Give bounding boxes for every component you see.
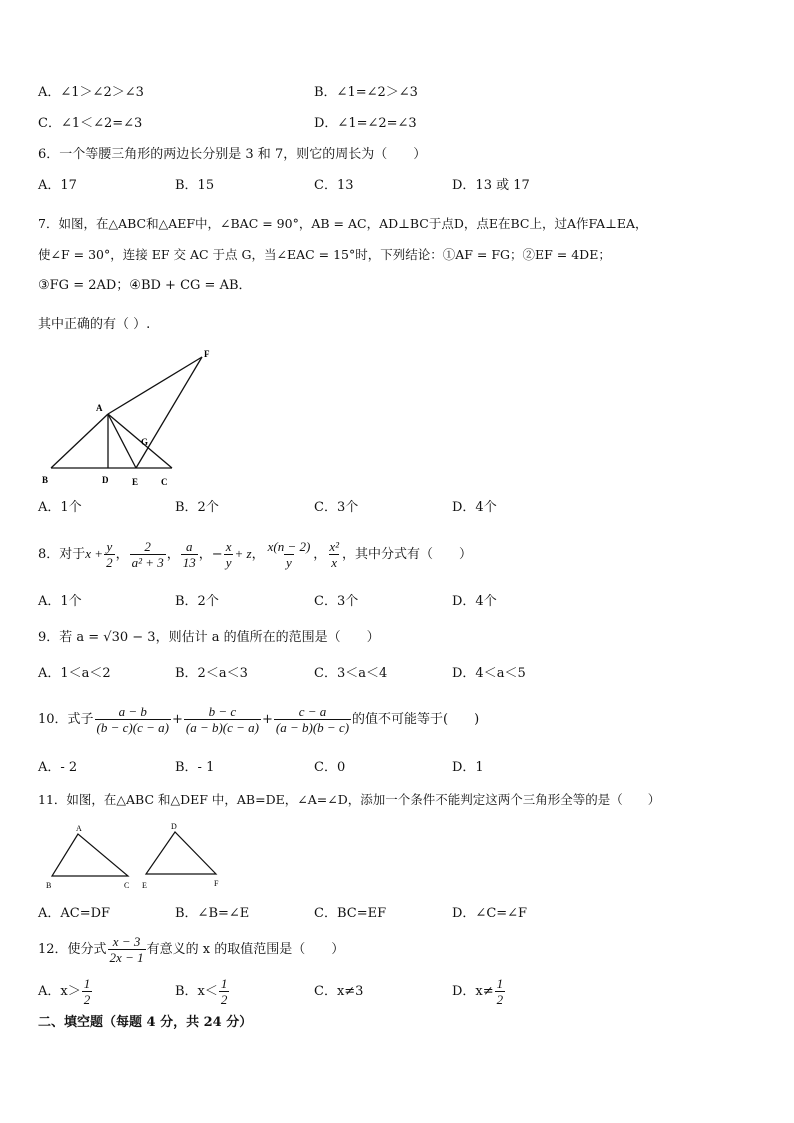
q8-expr1-frac: $\frac{y}{2}$	[106, 539, 113, 570]
q5-option-c: C．∠1＜∠2=∠3	[38, 116, 143, 131]
q6-option-c: C．13	[314, 178, 354, 193]
q8-suffix: ，其中分式有（ ）	[341, 547, 472, 562]
q10-option-b: B．- 1	[175, 760, 215, 775]
q8-expr5-frac: $\frac{x(n - 2)}{y}$	[267, 539, 311, 570]
q11-option-c: C．BC=EF	[314, 906, 387, 921]
q10-option-d: D．1	[452, 760, 484, 775]
q7-figure	[36, 345, 226, 495]
q8-expr6-frac: $\frac{\text{x²}}{x}$	[329, 539, 339, 570]
q8-expr4-frac: $\frac{x}{y}$	[225, 539, 232, 570]
q10-prefix: 10．式子	[38, 712, 94, 727]
q6-option-b: B．15	[175, 178, 215, 193]
q7-line-1: 7．如图，在△ABC和△AEF中，∠BAC = 90°，AB = AC，AD⊥BC于点D，点E在BC上，过A作FA⊥EA，	[38, 216, 648, 231]
q11-label-e: E	[142, 881, 147, 890]
q9-option-d: D．4＜a＜5	[452, 666, 526, 681]
q11-option-d: D．∠C=∠F	[452, 906, 528, 921]
q9-stem: 9．若 a = √30 − 3，则估计 a 的值所在的范围是（ ）	[38, 630, 380, 645]
section-2-heading: 二、填空题（每题 4 分，共 24 分）	[38, 1015, 253, 1030]
q5-option-d: D．∠1=∠2=∠3	[314, 116, 417, 131]
q6-option-a: A．17	[38, 178, 77, 193]
q7-line-2: 使∠F = 30°，连接 EF 交 AC 于点 G，当∠EAC = 15°时，下列结论：①AF = FG；②EF = 4DE；	[38, 247, 611, 262]
q7-label-f: F	[204, 349, 210, 359]
q8-option-d: D．4个	[452, 594, 497, 609]
q12-frac: $\frac{x - 3}{2x - 1}$	[109, 934, 144, 965]
q8-prefix: 8．对于	[38, 547, 86, 562]
q7-option-c: C．3个	[314, 500, 359, 515]
q11-label-b: B	[46, 881, 52, 890]
q9-option-c: C．3＜a＜4	[314, 666, 388, 681]
q7-label-d: D	[102, 475, 109, 485]
q11-label-f: F	[214, 879, 219, 888]
q8-option-b: B．2个	[175, 594, 219, 609]
q7-label-c: C	[161, 477, 168, 487]
q12-option-b: B．x＜ $\frac{1}{2}$	[175, 976, 228, 1007]
q11-stem: 11．如图，在△ABC 和△DEF 中，AB=DE，∠A=∠D，添加一个条件不能判定这两个三角形全等的是（ ）	[38, 792, 661, 807]
q11-option-b: B．∠B=∠E	[175, 906, 250, 921]
q5-option-a: A．∠1＞∠2＞∠3	[38, 85, 144, 100]
q8-expr1-term: x +	[85, 546, 104, 561]
q6-option-d: D．13 或 17	[452, 178, 530, 193]
q12-stem	[38, 933, 344, 967]
q12-option-c: C．x≠3	[314, 984, 364, 999]
q7-option-a: A．1个	[38, 500, 82, 515]
q10-frac-3: $\frac{c - a}{(a - b)(b - c)}$	[275, 704, 350, 735]
q10-option-c: C．0	[314, 760, 346, 775]
q5-option-b: B．∠1=∠2＞∠3	[314, 85, 418, 100]
q7-label-b: B	[42, 475, 49, 485]
q7-option-b: B．2个	[175, 500, 219, 515]
q11-option-a: A．AC=DF	[38, 906, 111, 921]
q10-frac-2: $\frac{b - c}{(a - b)(c - a)}$	[185, 704, 259, 735]
q10-stem: 10．式子 $\frac{a - b}{(b - c)(c - a)}$ + $\frac{b - c}{(a - b)(c - a)}$ + $\frac{c - a}{(a - b)(b - c)}$ 的值不可能等于( )	[38, 704, 480, 735]
q7-label-a: A	[96, 403, 103, 413]
q12-suffix: 有意义的 x 的取值范围是（ ）	[146, 942, 345, 957]
q10-suffix: 的值不可能等于( )	[352, 712, 480, 727]
q8-stem: 8．对于x + $\frac{y}{2}$ ， $\frac{2}{\text{a² + 3}}$ ， $\frac{a}{13}$ ，− $\frac{x}{y}$ + z， $\frac{x(n - 2)}{y}$ ， $\frac{\text{x²}}{x}$ ，其中分式有（ ）	[38, 539, 472, 570]
q11-label-c: C	[124, 881, 130, 890]
q8-option-a: A．1个	[38, 594, 82, 609]
q7-line-3: ③FG = 2AD；④BD + CG = AB．	[38, 278, 252, 293]
q7-label-g: G	[141, 437, 149, 447]
q7-option-d: D．4个	[452, 500, 497, 515]
q7-label-e: E	[132, 477, 139, 487]
q8-option-c: C．3个	[314, 594, 359, 609]
q9-option-b: B．2＜a＜3	[175, 666, 248, 681]
q12-option-a: A．x＞ $\frac{1}{2}$	[38, 976, 91, 1007]
q11-label-a: A	[76, 824, 82, 833]
q12-prefix: 12．使分式	[38, 942, 107, 957]
q6-stem: 6．一个等腰三角形的两边长分别是 3 和 7，则它的周长为（ ）	[38, 147, 427, 162]
q10-frac-1: $\frac{a - b}{(b - c)(c - a)}$	[96, 704, 169, 735]
q11-figure	[40, 818, 240, 894]
q10-option-a: A．- 2	[38, 760, 78, 775]
q8-expr3-frac: $\frac{a}{13}$	[182, 539, 196, 570]
q9-option-a: A．1＜a＜2	[38, 666, 111, 681]
q11-label-d: D	[171, 822, 177, 831]
q12-option-d: D．x≠ $\frac{1}{2}$	[452, 976, 504, 1007]
q8-expr2-frac: $\frac{2}{\text{a² + 3}}$	[131, 539, 164, 570]
q7-line-4: 其中正确的有（ ）.	[38, 317, 151, 332]
